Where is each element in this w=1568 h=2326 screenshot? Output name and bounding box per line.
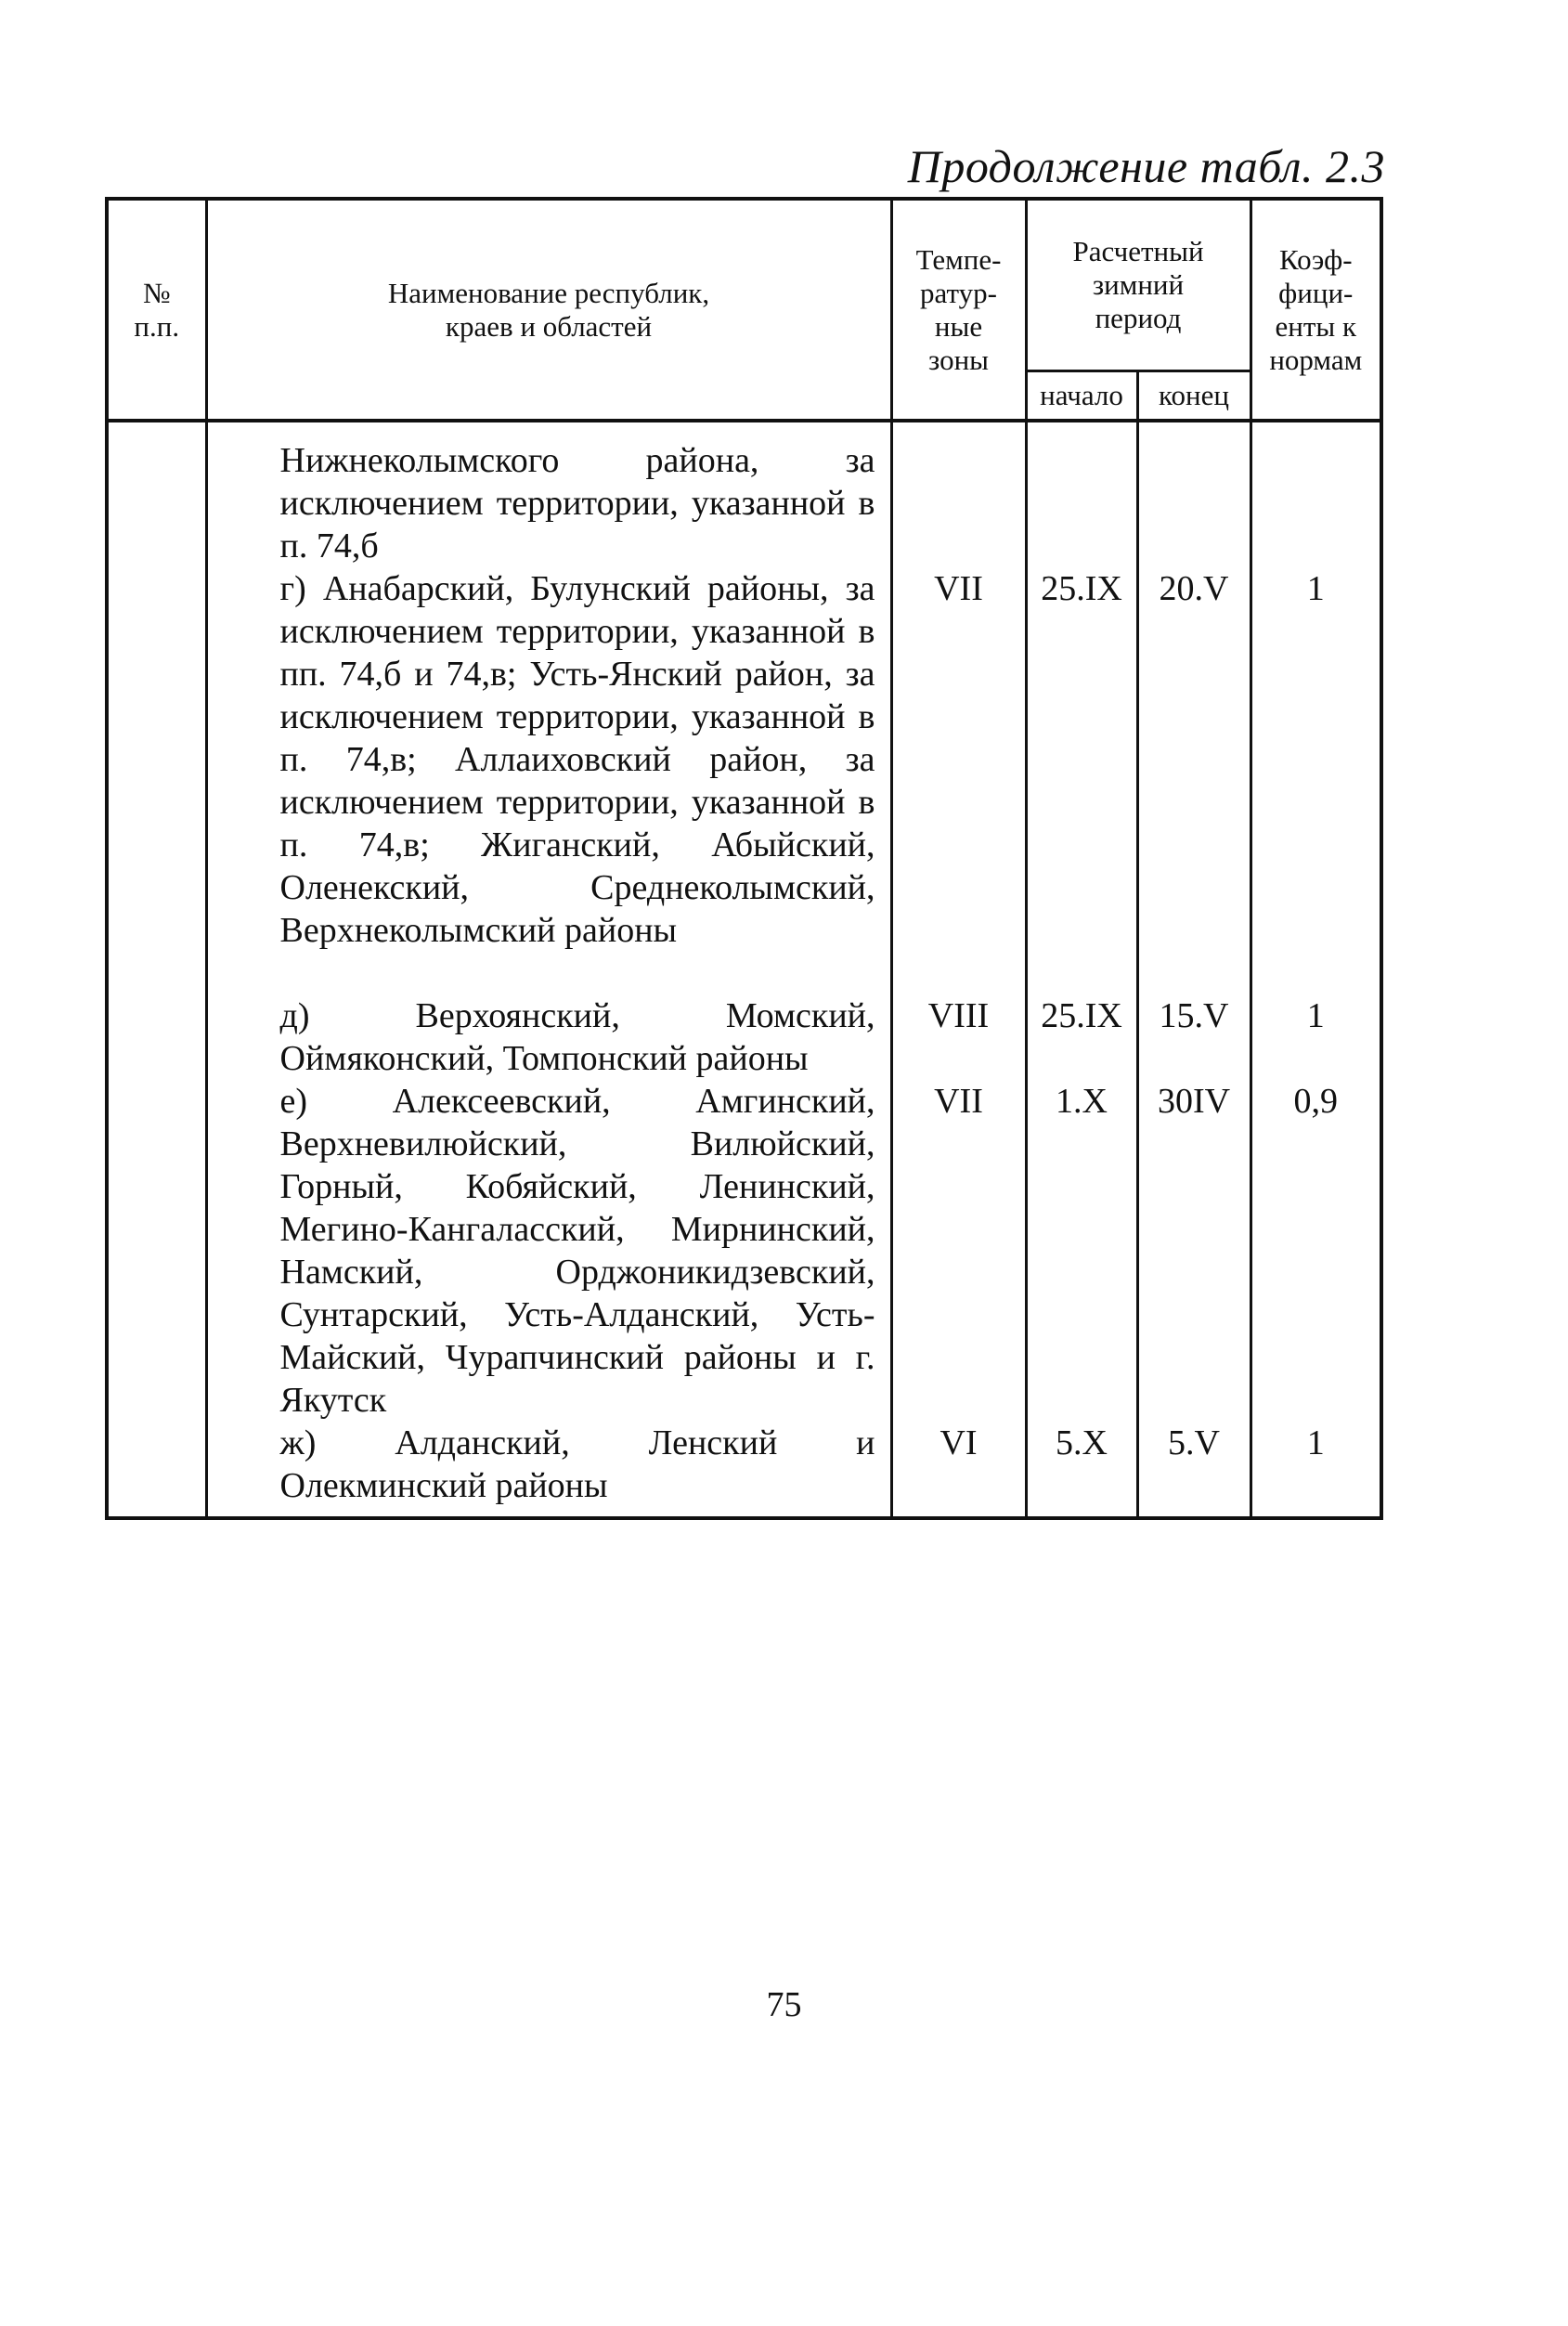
end-value: 15.V [1159,996,1229,1035]
header-name: Наименование республик, краев и областей [206,199,891,421]
start-value: 25.IX [1041,569,1122,608]
header-period-end: конец [1137,371,1251,422]
end-cell [1137,421,1251,1518]
name-cell [206,421,891,1518]
coefficient-value: 1 [1306,569,1325,608]
table-body-row [107,421,1381,1518]
end-value: 30IV [1157,1082,1231,1121]
region-entry: д) Верхоянский, Момский, Оймяконский, Томпонский районы [279,996,875,1078]
zone-value: VI [940,1423,978,1462]
number-cell [107,421,206,1518]
start-value: 5.X [1056,1423,1108,1462]
end-value: 5.V [1168,1423,1220,1462]
region-entry: г) Анабарский, Булунский районы, за исключением территории, указанной в пп. 74,б и 74,в; Усть-Янский район, за исключением территории, указанной в п. 74,в; Аллаиховский район, за исключением территории, указанной в п. 74,в; Жиганский, Абыйский, Оленекский, Среднеколымский, Верхнеколымский районы [279,569,875,950]
start-value: 1.X [1056,1082,1108,1121]
coefficient-cell [1251,421,1381,1518]
table-caption: Продолжение табл. 2.3 [907,140,1385,192]
coefficient-value: 1 [1306,996,1325,1035]
start-value: 25.IX [1041,996,1122,1035]
zone-value: VII [934,569,983,608]
coefficient-value: 1 [1306,1423,1325,1462]
header-temperature-zone: Темпе- ратур- ные зоны [891,199,1026,421]
zone-cell [891,421,1026,1518]
region-entry: ж) Алданский, Ленский и Олекминский районы [279,1423,875,1505]
region-entry: е) Алексеевский, Амгинский, Верхневилюйский, Вилюйский, Горный, Кобяйский, Ленинский, Мегино-Кангаласский, Мирнинский, Намский, Орджоникидзевский, Сунтарский, Усть-Алданский, Усть-Майский, Чурапчинский районы и г. Якутск [279,1082,875,1420]
climate-zone-table [105,197,1383,1520]
page-number: 75 [766,1985,802,2024]
zone-value: VII [934,1082,983,1121]
start-cell [1026,421,1137,1518]
header-period-start: начало [1026,371,1137,422]
zone-value: VIII [927,996,990,1035]
header-coefficient: Коэф- фици- енты к нормам [1251,199,1381,421]
end-value: 20.V [1159,569,1229,608]
region-entry: Нижнеколымского района, за исключением территории, указанной в п. 74,б [279,441,875,565]
header-number: № п.п. [107,199,206,421]
header-winter-period: Расчетный зимний период [1026,199,1251,371]
coefficient-value: 0,9 [1293,1082,1339,1121]
